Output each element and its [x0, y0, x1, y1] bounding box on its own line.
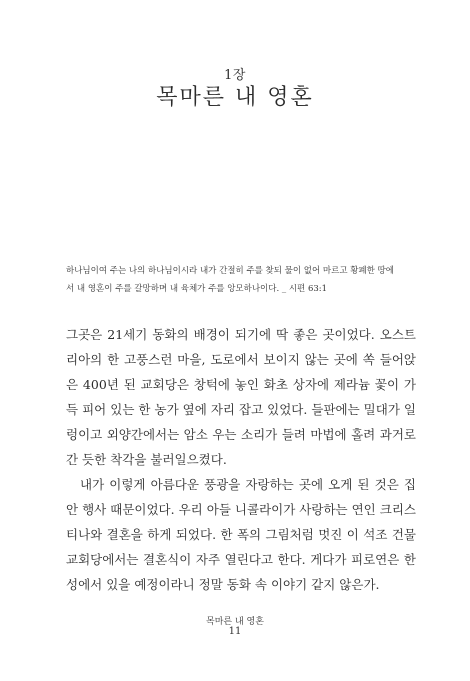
epigraph-line-1: 하나님이여 주는 나의 하나님이시라 내가 간절히 주를 찾되 물이 없어 마르고 황폐한 땅에 [66, 266, 395, 276]
chapter-title: 목마른 내 영혼 [156, 85, 314, 110]
epigraph [66, 262, 416, 298]
body-text [66, 322, 416, 597]
paragraph-2: 내가 이렇게 아름다운 풍광을 자랑하는 곳에 오게 된 것은 집안 행사 때문이었다. 우리 아들 니콜라이가 사랑하는 연인 크리스티나와 결혼을 하게 되었다. 한 폭의 그림처럼 멋진 이 석조 건물 교회당에서는 결혼식이 자주 열린다고 한다. 게다가 피로연은 한 성에서 있을 예정이라니 정말 동화 속 이야기 같지 않은가. [66, 477, 416, 592]
epigraph-line-2: 서 내 영혼이 주를 갈망하며 내 육체가 주를 앙모하나이다. _ 시편 63:1 [66, 284, 328, 294]
page-number: 11 [228, 626, 242, 637]
running-title: 목마른 내 영혼 [206, 617, 264, 627]
chapter-label: 1장 [224, 68, 246, 83]
paragraph-1: 그곳은 21세기 동화의 배경이 되기에 딱 좋은 곳이었다. 오스트리아의 한 고풍스런 마을, 도로에서 보이지 않는 곳에 쏙 들어앉은 400년 된 교회당은 창턱에 놓인 화초 상자에 제라늄 꽃이 가득 피어 있는 한 농가 옆에 자리 잡고 있었다. 들판에는 밀대가 일렁이고 외양간에서는 암소 우는 소리가 들려 마법에 홀려 과거로 간 듯한 착각을 불러일으켰다. [66, 327, 416, 467]
